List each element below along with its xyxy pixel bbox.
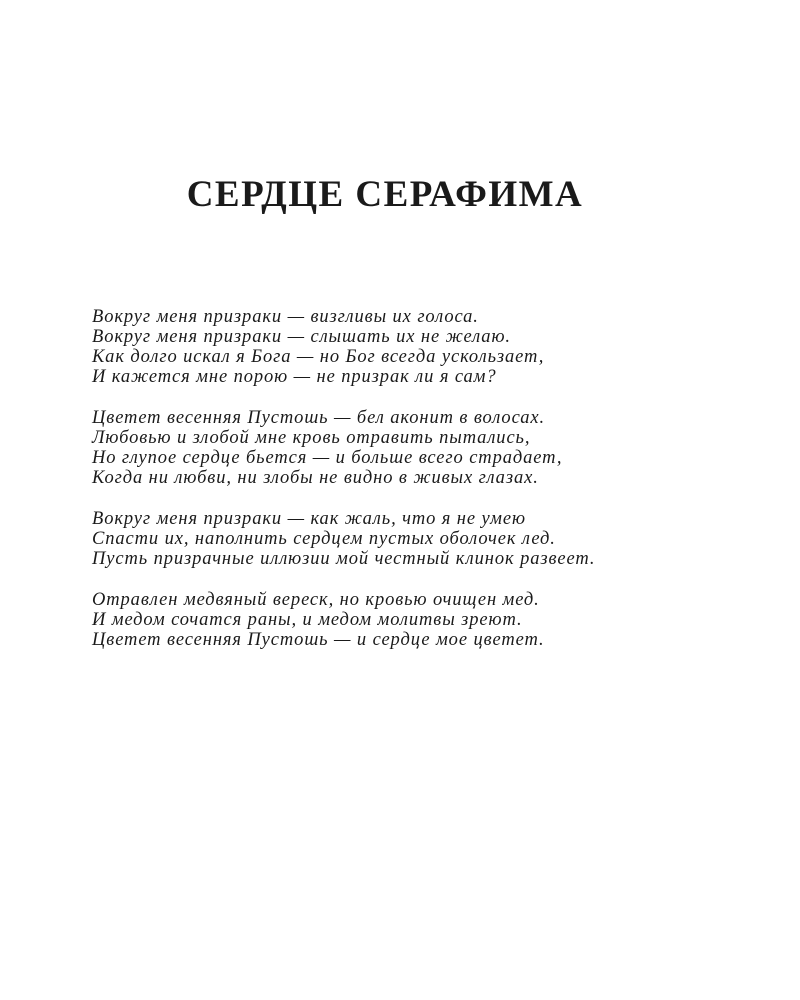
- poem-line: Спасти их, наполнить сердцем пустых оболочек лед.: [92, 529, 556, 549]
- poem-line: И кажется мне порою — не призрак ли я сам?: [92, 367, 497, 387]
- poem-title: СЕРДЦЕ СЕРАФИМА: [186, 174, 584, 215]
- poem-line: Как долго искал я Бога — но Бог всегда ускользает,: [92, 347, 545, 367]
- poem-line: Пусть призрачные иллюзии мой честный клинок развеет.: [92, 549, 596, 569]
- poem-line: Цветет весенняя Пустошь — и сердце мое цветет.: [92, 630, 545, 650]
- poem-line: Но глупое сердце бьется — и больше всего страдает,: [92, 448, 563, 468]
- poem-line: Цветет весенняя Пустошь — бел аконит в волосах.: [92, 408, 546, 428]
- poem-line: Вокруг меня призраки — как жаль, что я не умею: [92, 509, 526, 529]
- stanza-4: [92, 590, 712, 650]
- poem-line: Любовью и злобой мне кровь отравить пытались,: [92, 428, 531, 448]
- stanza-3: [92, 509, 712, 569]
- poem-body: [92, 307, 712, 671]
- stanza-2: [92, 408, 712, 488]
- poem-line: Вокруг меня призраки — слышать их не желаю.: [92, 327, 511, 347]
- poem-line: Вокруг меня призраки — визгливы их голоса.: [92, 307, 479, 327]
- poem-line: И медом сочатся раны, и медом молитвы зреют.: [92, 610, 523, 630]
- stanza-1: [92, 307, 712, 387]
- poem-line: Когда ни любви, ни злобы не видно в живых глазах.: [92, 468, 539, 488]
- poem-line: Отравлен медвяный вереск, но кровью очищен мед.: [92, 590, 540, 610]
